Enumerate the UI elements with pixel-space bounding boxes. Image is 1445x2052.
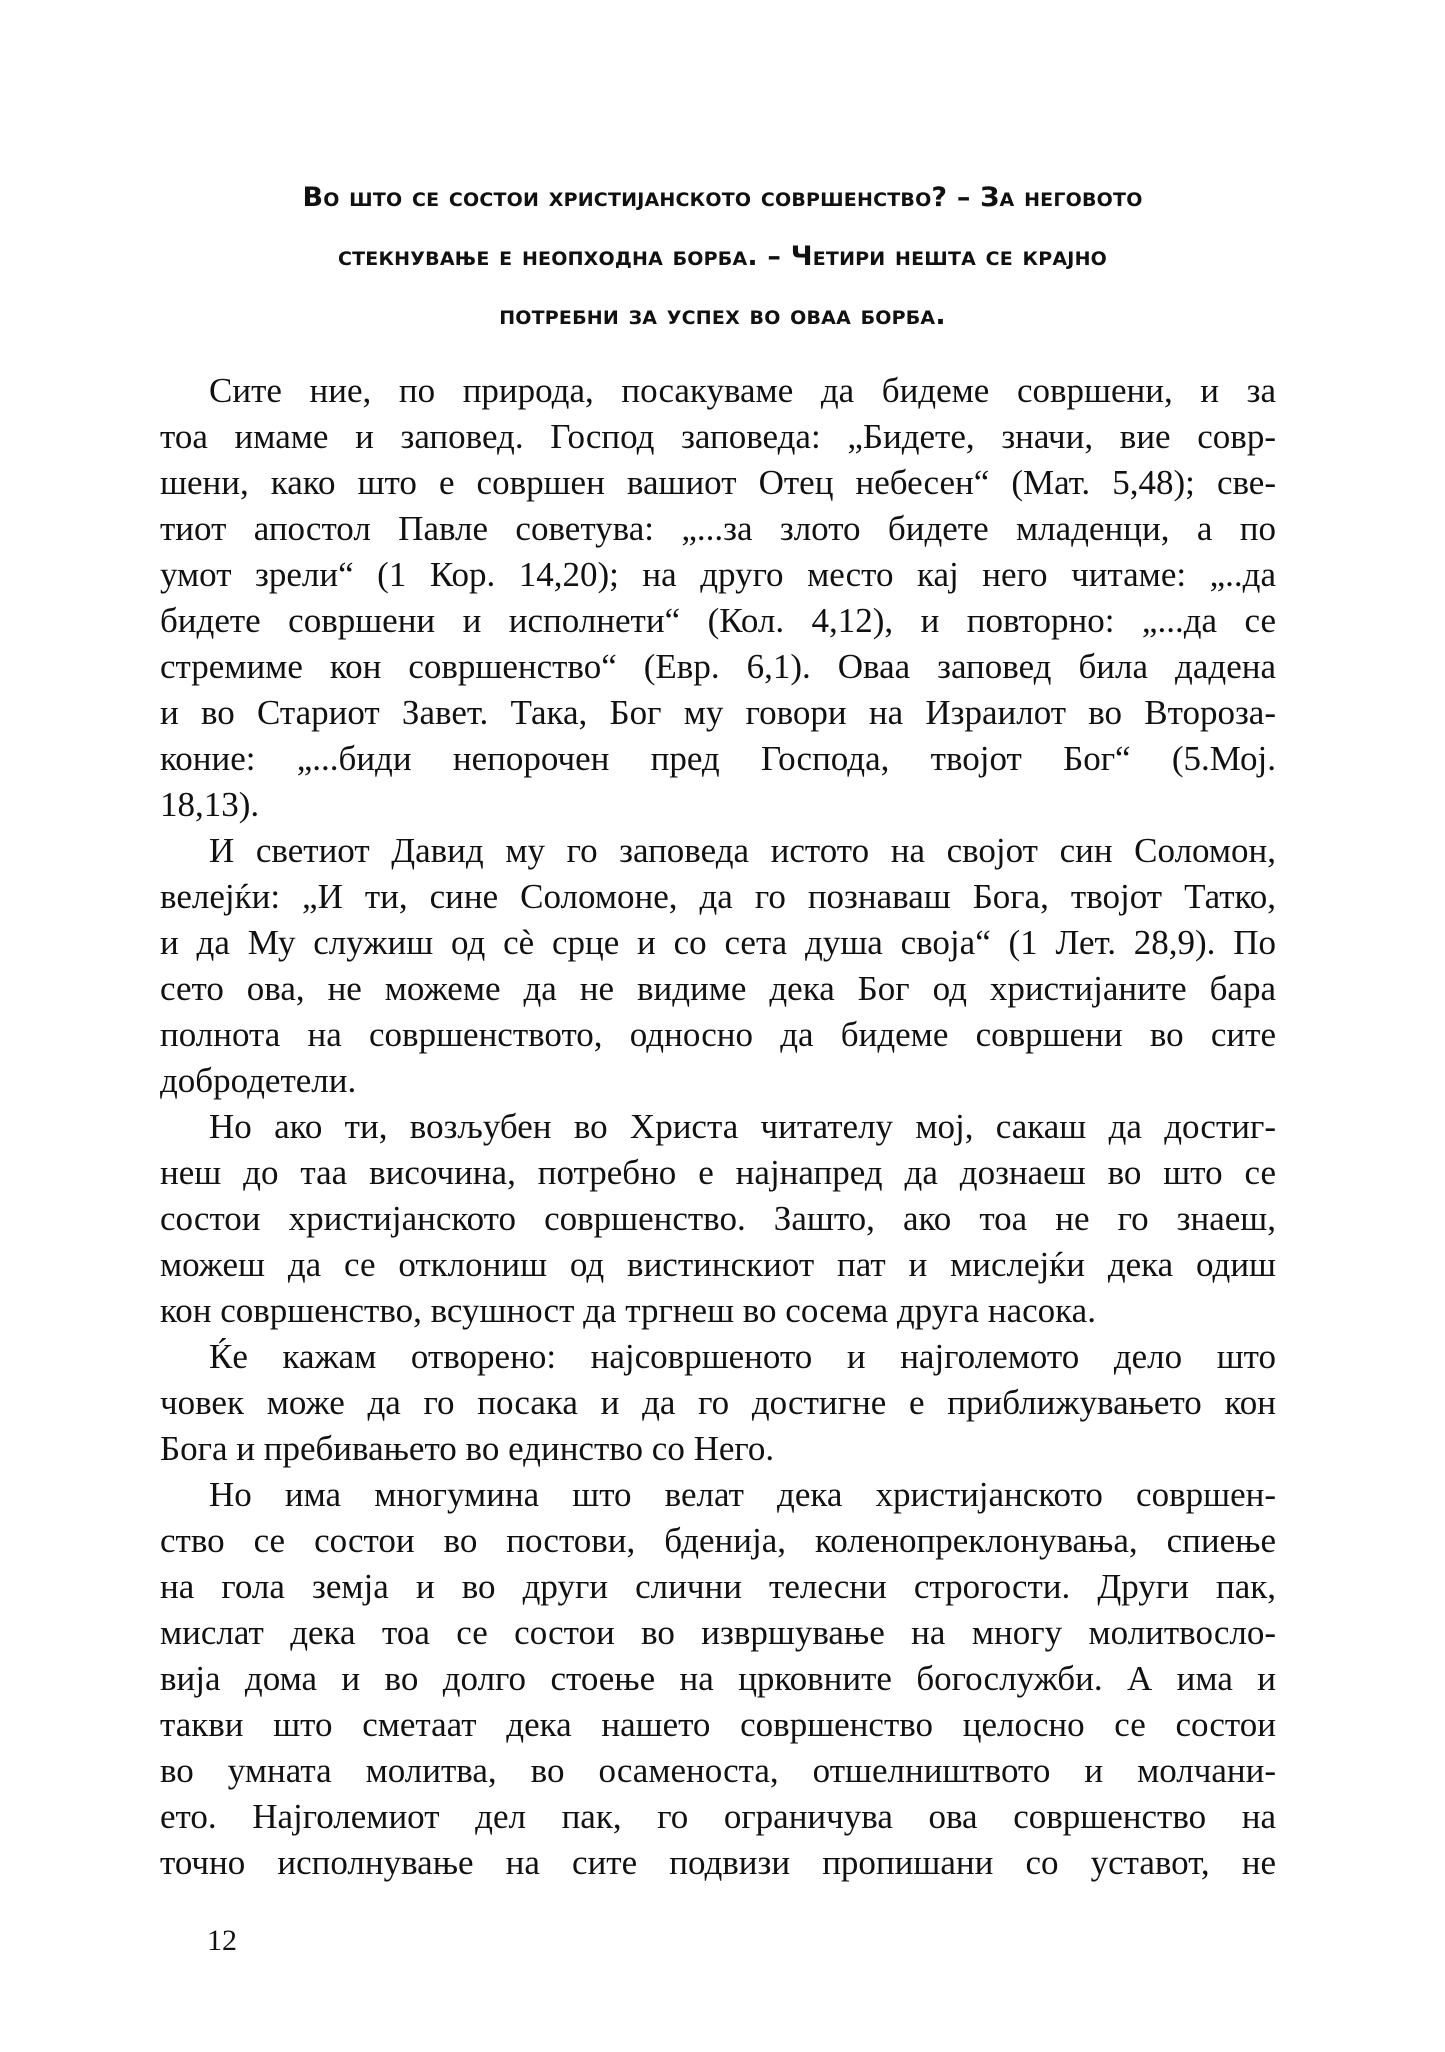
text-line: можеш да се отклониш од вистинскиот пат и мислејќи дека одиш <box>160 1245 1276 1284</box>
text-line: такви што сметаат дека нашето совршенство целосно се состои <box>160 1705 1276 1744</box>
paragraph <box>160 828 1276 1104</box>
paragraph <box>160 1104 1276 1334</box>
heading-line: Во што се состои христијанското совршенство? – За неговото <box>302 182 1143 213</box>
heading-line: стекнување е неопходна борба. – Четири нешта се крајно <box>337 241 1108 272</box>
text-line: умот зрели“ (1 Кор. 14,20); на друго место кај него читаме: „..да <box>160 555 1276 594</box>
text-line: ство се состои во постови, бденија, коленопреклонувања, спиење <box>160 1521 1276 1560</box>
chapter-heading <box>150 168 1295 345</box>
text-line: тоа имаме и заповед. Господ заповеда: „Бидете, значи, вие совр- <box>160 417 1276 456</box>
text-line: Бога и пребивањето во единство со Него. <box>160 1429 775 1468</box>
text-line: велејќи: „И ти, сине Соломоне, да го познаваш Бога, твојот Татко, <box>160 877 1276 916</box>
text-line: Но има многумина што велат дека христијанското совршен- <box>209 1475 1276 1514</box>
text-line: ето. Најголемиот дел пак, го ограничува ова совршенство на <box>160 1797 1276 1836</box>
body-text <box>160 368 1276 1886</box>
text-line: шени, како што е совршен вашиот Отец небесен“ (Мат. 5,48); све- <box>160 463 1276 502</box>
text-line: бидете совршени и исполнети“ (Кол. 4,12), и повторно: „...да се <box>160 601 1276 640</box>
text-line: Но ако ти, возљубен во Христа читателу мој, сакаш да достиг- <box>209 1107 1276 1146</box>
text-line: во умната молитва, во осаменоста, отшелништвото и молчани- <box>160 1751 1276 1790</box>
paragraph <box>160 368 1276 828</box>
page-number: 12 <box>207 1924 237 1957</box>
text-line: на гола земја и во други слични телесни строгости. Други пак, <box>160 1567 1276 1606</box>
text-line: мислат дека тоа се состои во извршување на многу молитвосло- <box>160 1613 1276 1652</box>
text-line: човек може да го посака и да го достигне е приближувањето кон <box>160 1383 1276 1422</box>
text-line: и да Му служиш од сè срце и со сета душа своја“ (1 Лет. 28,9). По <box>160 923 1276 962</box>
text-line: стремиме кон совршенство“ (Евр. 6,1). Оваа заповед била дадена <box>160 647 1276 686</box>
text-line: добродетели. <box>160 1061 357 1100</box>
text-line: сето ова, не можеме да не видиме дека Бог од христијаните бара <box>160 969 1276 1008</box>
text-line: кон совршенство, всушност да тргнеш во сосема друга насока. <box>160 1291 1096 1330</box>
paragraph <box>160 1472 1276 1886</box>
text-line: состои христијанското совршенство. Зашто, ако тоа не го знаеш, <box>160 1199 1276 1238</box>
text-line: точно исполнување на сите подвизи пропишани со уставот, не <box>160 1843 1276 1882</box>
text-line: и во Стариот Завет. Така, Бог му говори на Израилот во Второза- <box>160 693 1276 732</box>
text-line: коние: „...биди непорочен пред Господа, твојот Бог“ (5.Мој. <box>160 739 1276 778</box>
text-line: Сите ние, по природа, посакуваме да бидеме совршени, и за <box>209 371 1276 410</box>
paragraph <box>160 1334 1276 1472</box>
heading-line: потребни за успех во оваа борба. <box>499 300 946 331</box>
text-line: Ќе кажам отворено: најсовршеното и најголемото дело што <box>209 1337 1276 1376</box>
text-line: 18,13). <box>160 785 260 824</box>
text-line: тиот апостол Павле советува: „...за злото бидете младенци, а по <box>160 509 1276 548</box>
text-line: вија дома и во долго стоење на црковните богослужби. А има и <box>160 1659 1276 1698</box>
text-line: полнота на совршенството, односно да бидеме совршени во сите <box>160 1015 1276 1054</box>
text-line: неш до таа височина, потребно е најнапред да дознаеш во што се <box>160 1153 1276 1192</box>
text-line: И светиот Давид му го заповеда истото на својот син Соломон, <box>209 831 1276 870</box>
